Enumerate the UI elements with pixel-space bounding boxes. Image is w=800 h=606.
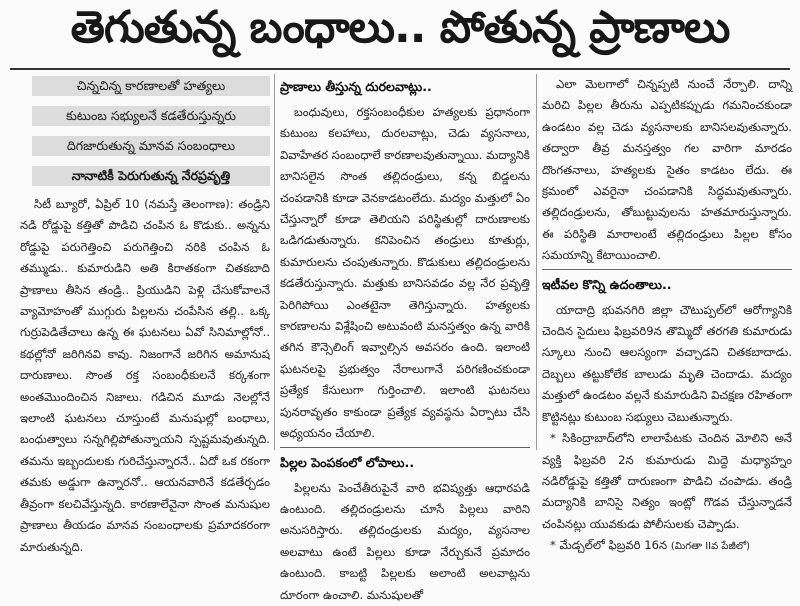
article-body-continued: ఎలా మెలగాలో చిన్నప్పటి నుంచే నేర్పాలి. దాన్ని మరిచి పిల్లల తీరును ఎప్పటికప్పుడు గమనించకుండా ఉండటం వల్ల చెడు వ్యసనాలకు బానిసలవుతున్నారు. తద్వారా తీవ్ర మనస్తత్వం గల వారిగా మారడం దొంగతనాలు, హత్యలకు సైతం కాడటం లేదు. ఈ క్రమంలో ఎవరైనా చంపడానికి సిద్ధమవుతున్నారు. తల్లిదండ్రులను, తోబుట్టువులను హతమారుస్తున్నారు. ఈ పరిస్థితి మారాలంటే తల్లిదండ్రులు పిల్లల కోసం సమయాన్ని కేటాయించాలి. (542, 77, 792, 263)
incident-item-2-text: * మేడ్చల్‌లో ఫిబ్రవరి 16న (550, 538, 668, 553)
article-body-parenting: పిల్లలను పెంచేతీరుపైనే వారి భవిష్యత్తు ఆధారపడి ఉంటుంది. తల్లిదండ్రులను చూసే పిల్లలు వారిని అనుసరిస్తారు. తల్లిదండ్రులకు మద్యం, వ్యసనాల అలవాటు ఉంటే పిల్లలు కూడా నేర్చుకునే ప్రమాదం ఉంటుంది. కాబట్టి పిల్లలకు అలాంటి అలవాట్లను దూరంగా ఉంచాలి. మనుషులతో (280, 480, 530, 602)
section-rule-2 (542, 269, 792, 270)
kicker-line-1: చిన్నచిన్న కారణాలతో హత్యలు (32, 76, 270, 96)
subhead-recent-incidents: ఇటీవల కొన్ని ఉదంతాలు.. (542, 276, 672, 292)
column-divider-1 (274, 74, 275, 450)
continued-on-page-ref: (మిగతా IIవ పేజీలో) (670, 541, 751, 553)
column-2 (280, 74, 530, 602)
column-divider-2 (536, 74, 537, 450)
headline-rule (10, 68, 790, 70)
kicker-line-4: నానాటికీ పెరుగుతున్న నేరప్రవృత్తి (32, 166, 270, 186)
column-1 (20, 74, 270, 554)
article-body-habits: బంధువులు, రక్తసంబంధీకుల హత్యలకు ప్రధానంగా కుటుంబ కలహాలు, దురలవాట్లు, చెడు వ్యసనాలు, వివాహేతర సంబంధాలే కారణాలవుతున్నాయి. మద్యానికి బానిసలైన సొంత తల్లిదండ్రులు, కన్న బిడ్డలను చంపడానికి కూడా వెనకాడటంలేదు. మద్యం మత్తులో ఏం చేస్తున్నారో కూడా తెలియని పరిస్థితుల్లో దారుణాలకు ఒడిగడుతున్నారు. కనిపెంచిన తండ్రులు కూతుర్లు, కుమారులను చంపుతున్నారు. కొడుకులు తల్లిదండ్రులను కడతేరుస్తున్నారు. మత్తుకు బానిసవడం వల్ల నేర ప్రవృత్తి పెరిగిపోయి ఎంతటైనా తెగిస్తున్నారు. హత్యలకు కారణాలను విశ్లేషించి అటువంటి మనస్తత్వం ఉన్న వారికి తగిన కౌన్సెలింగ్ ఇవ్వాల్సిన అవసరం ఉంది. ఇలాంటి ఘటనలపై ప్రభుత్వం నేరాలుగానే పరిగణించకుండా ప్రత్యేక కేసులుగా గుర్తించాలి. ఇలాంటి ఘటనలు పునరావృతం కాకుండా ప్రత్యేక వ్యవస్థను ఏర్పాటు చేసి అధ్యయనం చేయాలి. (280, 105, 530, 441)
subhead-parenting: పిల్లల పెంపకంలో లోపాలు.. (280, 454, 415, 470)
article-body-incidents: యాదాద్రి భువనగిరి జిల్లా చౌటుప్పల్‌లో ఆరోగ్యానికి చెందిన సైదులు ఫిబ్రవరి9న తొమ్మిదో తరగతి కుమారుడు స్కూలు నుంచి ఆలస్యంగా వచ్చాడని చితకబాదాడు. దెబ్బలు తట్టుకోలేక బాలుడు మృతి చెందాడు. మద్యం మత్తులో ఉండటం వల్లనే కుమారుడిని విచక్షణ రహితంగా కొట్టినట్లు కుటుంబ సభ్యులు చెబుతున్నారు. (542, 302, 792, 424)
incident-item-1: * సికింద్రాబాద్‌లోని లాలాపేటకు చెందిన మోలిని అనే వ్యక్తి ఫిబ్రవరి 2న కుమారుడు మిద్దె మధ్యాహ్నం నడిరోడ్డుపై కత్తితో దారుణంగా పొడిచి చంపాడు. తండ్రి మద్యానికి బానిసై నిత్యం ఇంట్లో గొడవ చేస్తున్నాడనే చంపినట్లు యువకుడు పోలీసులకు చెప్పాడు. (542, 431, 792, 531)
subhead-habits: ప్రాణాలు తీస్తున్న దురలవాట్లు.. (280, 79, 432, 94)
kicker-box (20, 76, 270, 186)
incident-item-2 (542, 535, 792, 557)
headline: తెగుతున్న బంధాలు.. పోతున్న ప్రాణాలు (70, 2, 730, 53)
kicker-line-2: కుటుంబ సభ్యులనే కడతేరుస్తున్నరు (32, 106, 270, 126)
article-body-lead: సిటీ బ్యూరో, ఏప్రిల్ 10 (నమస్తే తెలంగాణ): తండ్రిని నడి రోడ్డుపై కత్తితో పొడిచి చంపిన ఓ కొడుకు.. అన్నను రోడ్డుపై పరుగెత్తించి పరుగెత్తించి నరికి చంపిన ఓ తమ్ముడు.. కుమారుడిని అతి కిరాతకంగా చితకబాది ప్రాణాలు తీసిన తండ్రి.. ప్రియుడిని పెళ్లి చేసుకోవాలనే వ్యామోహంతో ముగ్గురు పిల్లలను చంపేసిన తల్లి.. ఒక్క గుర్రుపెడితేచాలు ఉన్న ఈ ఘటనలు ఏవో సినిమాల్లోనో.. కథల్లోనో జరిగినవి కావు. నిజంగానే జరిగిన అమానుష దారుణాలు. సొంత రక్త సంబంధీకులనే కర్కశంగా అంతమొందించిన నిజాలు. గడిచిన మూడు నెలల్లోనే ఇలాంటి ఘటనలు చూస్తుంటే మనుషుల్లో బంధాలు, బంధుత్వాలు సన్నగిల్లిపోతున్నాయని స్పష్టమవుతున్నది. తమను ఇబ్బందులకు గురిచేస్తున్నారనే.. ఏదో ఒక రకంగా తమకు అడ్డుగా ఉన్నారనో.. ఆయనవారినే కడతేర్చడం తీవ్రంగా కలచివేస్తున్నది. కారణాలేవైనా సొంత మనుషుల ప్రాణాలు తీయడం మానవ సంబంధాలకు ప్రమాదకరంగా మారుతున్నది. (20, 197, 270, 554)
kicker-line-3: దిగజారుతున్న మానవ సంబంధాలు (32, 136, 270, 156)
section-rule (280, 447, 530, 448)
column-3 (542, 74, 792, 553)
